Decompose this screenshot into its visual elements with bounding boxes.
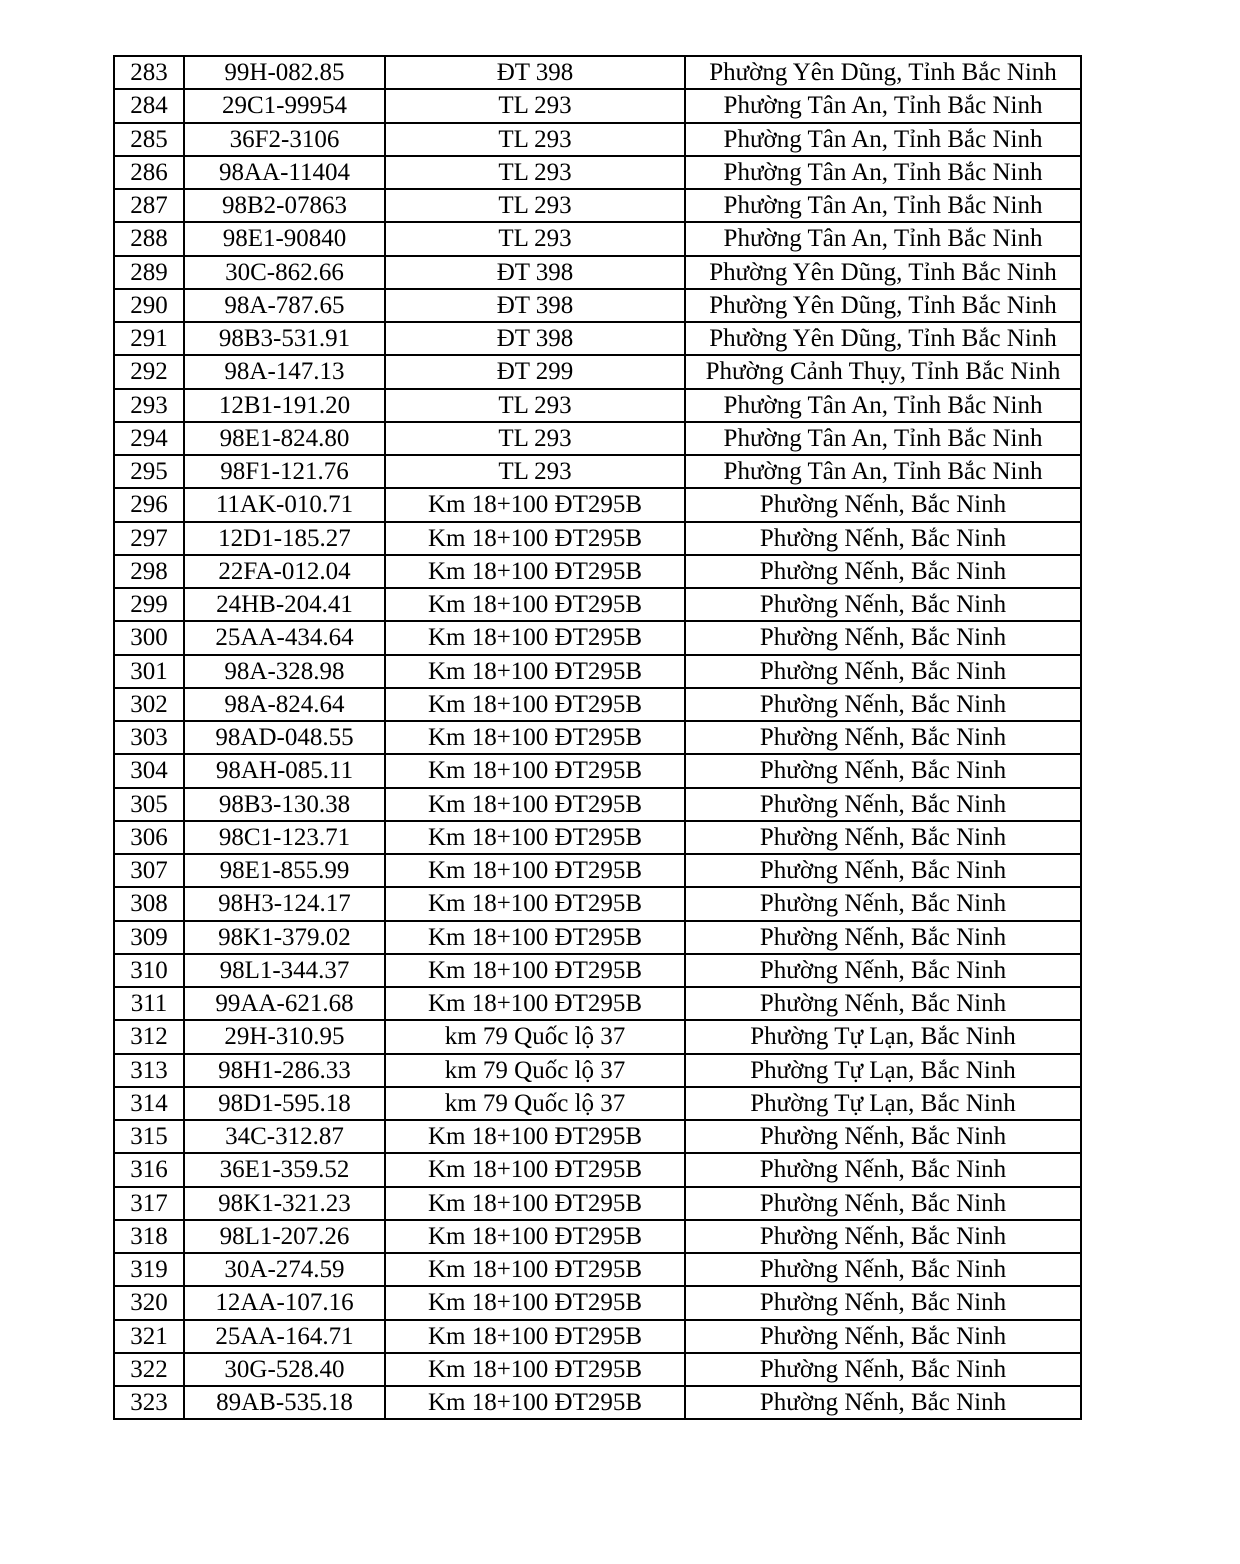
address-cell: Phường Nếnh, Bắc Ninh: [685, 1286, 1081, 1319]
table-row: [114, 588, 1081, 621]
table-row: [114, 1286, 1081, 1319]
table-row: [114, 422, 1081, 455]
table-row: [114, 322, 1081, 355]
table-row: [114, 389, 1081, 422]
violation-table: [113, 55, 1082, 1420]
row-number-cell: 296: [114, 488, 184, 521]
address-cell: Phường Nếnh, Bắc Ninh: [685, 621, 1081, 654]
license-plate-cell: 98K1-379.02: [184, 921, 385, 954]
table-row: [114, 921, 1081, 954]
row-number-cell: 311: [114, 987, 184, 1020]
location-cell: TL 293: [385, 89, 685, 122]
license-plate-cell: 98H3-124.17: [184, 887, 385, 920]
table-row: [114, 887, 1081, 920]
license-plate-cell: 98E1-855.99: [184, 854, 385, 887]
location-cell: km 79 Quốc lộ 37: [385, 1020, 685, 1053]
location-cell: Km 18+100 ĐT295B: [385, 555, 685, 588]
row-number-cell: 322: [114, 1353, 184, 1386]
address-cell: Phường Tự Lạn, Bắc Ninh: [685, 1087, 1081, 1120]
address-cell: Phường Tân An, Tỉnh Bắc Ninh: [685, 422, 1081, 455]
location-cell: Km 18+100 ĐT295B: [385, 688, 685, 721]
license-plate-cell: 98E1-824.80: [184, 422, 385, 455]
row-number-cell: 286: [114, 156, 184, 189]
license-plate-cell: 98B3-531.91: [184, 322, 385, 355]
table-row: [114, 488, 1081, 521]
table-row: [114, 688, 1081, 721]
location-cell: Km 18+100 ĐT295B: [385, 1253, 685, 1286]
table-row: [114, 788, 1081, 821]
table-row: [114, 455, 1081, 488]
location-cell: Km 18+100 ĐT295B: [385, 1320, 685, 1353]
table-row: [114, 555, 1081, 588]
table-row: [114, 621, 1081, 654]
row-number-cell: 317: [114, 1187, 184, 1220]
license-plate-cell: 25AA-164.71: [184, 1320, 385, 1353]
address-cell: Phường Nếnh, Bắc Ninh: [685, 854, 1081, 887]
table-row: [114, 1220, 1081, 1253]
table-row: [114, 954, 1081, 987]
row-number-cell: 321: [114, 1320, 184, 1353]
row-number-cell: 288: [114, 222, 184, 255]
address-cell: Phường Yên Dũng, Tỉnh Bắc Ninh: [685, 289, 1081, 322]
row-number-cell: 299: [114, 588, 184, 621]
license-plate-cell: 98L1-344.37: [184, 954, 385, 987]
row-number-cell: 298: [114, 555, 184, 588]
row-number-cell: 283: [114, 56, 184, 89]
location-cell: ĐT 299: [385, 355, 685, 388]
row-number-cell: 313: [114, 1054, 184, 1087]
table-row: [114, 1253, 1081, 1286]
row-number-cell: 320: [114, 1286, 184, 1319]
location-cell: Km 18+100 ĐT295B: [385, 1220, 685, 1253]
license-plate-cell: 98A-824.64: [184, 688, 385, 721]
address-cell: Phường Cảnh Thụy, Tỉnh Bắc Ninh: [685, 355, 1081, 388]
license-plate-cell: 30G-528.40: [184, 1353, 385, 1386]
location-cell: Km 18+100 ĐT295B: [385, 1353, 685, 1386]
table-row: [114, 721, 1081, 754]
license-plate-cell: 29H-310.95: [184, 1020, 385, 1053]
table-row: [114, 189, 1081, 222]
license-plate-cell: 11AK-010.71: [184, 488, 385, 521]
address-cell: Phường Nếnh, Bắc Ninh: [685, 488, 1081, 521]
row-number-cell: 305: [114, 788, 184, 821]
location-cell: Km 18+100 ĐT295B: [385, 887, 685, 920]
table-row: [114, 1120, 1081, 1153]
location-cell: Km 18+100 ĐT295B: [385, 1120, 685, 1153]
location-cell: TL 293: [385, 222, 685, 255]
row-number-cell: 290: [114, 289, 184, 322]
table-row: [114, 522, 1081, 555]
row-number-cell: 294: [114, 422, 184, 455]
license-plate-cell: 98AH-085.11: [184, 754, 385, 787]
table-row: [114, 289, 1081, 322]
location-cell: Km 18+100 ĐT295B: [385, 788, 685, 821]
address-cell: Phường Tân An, Tỉnh Bắc Ninh: [685, 455, 1081, 488]
table-row: [114, 355, 1081, 388]
table-row: [114, 1353, 1081, 1386]
location-cell: Km 18+100 ĐT295B: [385, 1386, 685, 1419]
location-cell: Km 18+100 ĐT295B: [385, 921, 685, 954]
address-cell: Phường Nếnh, Bắc Ninh: [685, 1220, 1081, 1253]
row-number-cell: 323: [114, 1386, 184, 1419]
address-cell: Phường Nếnh, Bắc Ninh: [685, 754, 1081, 787]
table-row: [114, 655, 1081, 688]
address-cell: Phường Nếnh, Bắc Ninh: [685, 588, 1081, 621]
location-cell: TL 293: [385, 455, 685, 488]
location-cell: ĐT 398: [385, 56, 685, 89]
license-plate-cell: 98D1-595.18: [184, 1087, 385, 1120]
address-cell: Phường Tân An, Tỉnh Bắc Ninh: [685, 222, 1081, 255]
table-row: [114, 1087, 1081, 1120]
location-cell: Km 18+100 ĐT295B: [385, 854, 685, 887]
address-cell: Phường Yên Dũng, Tỉnh Bắc Ninh: [685, 256, 1081, 289]
table-row: [114, 89, 1081, 122]
address-cell: Phường Nếnh, Bắc Ninh: [685, 987, 1081, 1020]
location-cell: TL 293: [385, 156, 685, 189]
license-plate-cell: 98E1-90840: [184, 222, 385, 255]
table-body: [114, 56, 1081, 1419]
location-cell: ĐT 398: [385, 322, 685, 355]
address-cell: Phường Nếnh, Bắc Ninh: [685, 954, 1081, 987]
license-plate-cell: 34C-312.87: [184, 1120, 385, 1153]
row-number-cell: 303: [114, 721, 184, 754]
license-plate-cell: 98H1-286.33: [184, 1054, 385, 1087]
address-cell: Phường Nếnh, Bắc Ninh: [685, 655, 1081, 688]
license-plate-cell: 22FA-012.04: [184, 555, 385, 588]
table-row: [114, 754, 1081, 787]
license-plate-cell: 98L1-207.26: [184, 1220, 385, 1253]
license-plate-cell: 29C1-99954: [184, 89, 385, 122]
license-plate-cell: 98A-328.98: [184, 655, 385, 688]
address-cell: Phường Nếnh, Bắc Ninh: [685, 821, 1081, 854]
address-cell: Phường Nếnh, Bắc Ninh: [685, 887, 1081, 920]
location-cell: Km 18+100 ĐT295B: [385, 621, 685, 654]
row-number-cell: 312: [114, 1020, 184, 1053]
license-plate-cell: 36E1-359.52: [184, 1153, 385, 1186]
location-cell: Km 18+100 ĐT295B: [385, 1187, 685, 1220]
table-row: [114, 1054, 1081, 1087]
address-cell: Phường Tân An, Tỉnh Bắc Ninh: [685, 189, 1081, 222]
row-number-cell: 302: [114, 688, 184, 721]
row-number-cell: 316: [114, 1153, 184, 1186]
table-row: [114, 854, 1081, 887]
address-cell: Phường Nếnh, Bắc Ninh: [685, 1120, 1081, 1153]
row-number-cell: 300: [114, 621, 184, 654]
row-number-cell: 285: [114, 123, 184, 156]
table-row: [114, 1187, 1081, 1220]
address-cell: Phường Tân An, Tỉnh Bắc Ninh: [685, 89, 1081, 122]
location-cell: Km 18+100 ĐT295B: [385, 721, 685, 754]
table-row: [114, 1153, 1081, 1186]
row-number-cell: 309: [114, 921, 184, 954]
address-cell: Phường Nếnh, Bắc Ninh: [685, 1153, 1081, 1186]
row-number-cell: 284: [114, 89, 184, 122]
address-cell: Phường Nếnh, Bắc Ninh: [685, 921, 1081, 954]
row-number-cell: 289: [114, 256, 184, 289]
location-cell: Km 18+100 ĐT295B: [385, 954, 685, 987]
table-row: [114, 1020, 1081, 1053]
row-number-cell: 287: [114, 189, 184, 222]
address-cell: Phường Yên Dũng, Tỉnh Bắc Ninh: [685, 56, 1081, 89]
location-cell: TL 293: [385, 123, 685, 156]
address-cell: Phường Nếnh, Bắc Ninh: [685, 1187, 1081, 1220]
table-row: [114, 56, 1081, 89]
location-cell: Km 18+100 ĐT295B: [385, 655, 685, 688]
row-number-cell: 301: [114, 655, 184, 688]
table-row: [114, 1320, 1081, 1353]
license-plate-cell: 98B2-07863: [184, 189, 385, 222]
location-cell: Km 18+100 ĐT295B: [385, 754, 685, 787]
license-plate-cell: 98A-787.65: [184, 289, 385, 322]
license-plate-cell: 98F1-121.76: [184, 455, 385, 488]
table-row: [114, 156, 1081, 189]
location-cell: Km 18+100 ĐT295B: [385, 522, 685, 555]
license-plate-cell: 98AA-11404: [184, 156, 385, 189]
location-cell: km 79 Quốc lộ 37: [385, 1054, 685, 1087]
address-cell: Phường Yên Dũng, Tỉnh Bắc Ninh: [685, 322, 1081, 355]
location-cell: ĐT 398: [385, 289, 685, 322]
license-plate-cell: 99H-082.85: [184, 56, 385, 89]
location-cell: ĐT 398: [385, 256, 685, 289]
location-cell: Km 18+100 ĐT295B: [385, 488, 685, 521]
address-cell: Phường Nếnh, Bắc Ninh: [685, 1353, 1081, 1386]
address-cell: Phường Nếnh, Bắc Ninh: [685, 1253, 1081, 1286]
row-number-cell: 314: [114, 1087, 184, 1120]
row-number-cell: 307: [114, 854, 184, 887]
license-plate-cell: 98C1-123.71: [184, 821, 385, 854]
location-cell: Km 18+100 ĐT295B: [385, 987, 685, 1020]
row-number-cell: 306: [114, 821, 184, 854]
address-cell: Phường Tự Lạn, Bắc Ninh: [685, 1020, 1081, 1053]
location-cell: TL 293: [385, 189, 685, 222]
license-plate-cell: 25AA-434.64: [184, 621, 385, 654]
location-cell: Km 18+100 ĐT295B: [385, 588, 685, 621]
location-cell: Km 18+100 ĐT295B: [385, 821, 685, 854]
row-number-cell: 318: [114, 1220, 184, 1253]
location-cell: TL 293: [385, 422, 685, 455]
license-plate-cell: 30A-274.59: [184, 1253, 385, 1286]
address-cell: Phường Nếnh, Bắc Ninh: [685, 688, 1081, 721]
row-number-cell: 291: [114, 322, 184, 355]
location-cell: TL 293: [385, 389, 685, 422]
row-number-cell: 292: [114, 355, 184, 388]
location-cell: km 79 Quốc lộ 37: [385, 1087, 685, 1120]
table-row: [114, 1386, 1081, 1419]
row-number-cell: 315: [114, 1120, 184, 1153]
row-number-cell: 304: [114, 754, 184, 787]
address-cell: Phường Nếnh, Bắc Ninh: [685, 522, 1081, 555]
license-plate-cell: 98AD-048.55: [184, 721, 385, 754]
row-number-cell: 319: [114, 1253, 184, 1286]
location-cell: Km 18+100 ĐT295B: [385, 1286, 685, 1319]
address-cell: Phường Nếnh, Bắc Ninh: [685, 1320, 1081, 1353]
row-number-cell: 308: [114, 887, 184, 920]
license-plate-cell: 12D1-185.27: [184, 522, 385, 555]
address-cell: Phường Nếnh, Bắc Ninh: [685, 555, 1081, 588]
table-row: [114, 256, 1081, 289]
location-cell: Km 18+100 ĐT295B: [385, 1153, 685, 1186]
row-number-cell: 295: [114, 455, 184, 488]
license-plate-cell: 36F2-3106: [184, 123, 385, 156]
address-cell: Phường Tự Lạn, Bắc Ninh: [685, 1054, 1081, 1087]
address-cell: Phường Tân An, Tỉnh Bắc Ninh: [685, 389, 1081, 422]
address-cell: Phường Tân An, Tỉnh Bắc Ninh: [685, 156, 1081, 189]
table-row: [114, 222, 1081, 255]
license-plate-cell: 98A-147.13: [184, 355, 385, 388]
license-plate-cell: 98K1-321.23: [184, 1187, 385, 1220]
license-plate-cell: 89AB-535.18: [184, 1386, 385, 1419]
address-cell: Phường Nếnh, Bắc Ninh: [685, 1386, 1081, 1419]
row-number-cell: 297: [114, 522, 184, 555]
license-plate-cell: 98B3-130.38: [184, 788, 385, 821]
license-plate-cell: 12B1-191.20: [184, 389, 385, 422]
table-row: [114, 123, 1081, 156]
license-plate-cell: 99AA-621.68: [184, 987, 385, 1020]
license-plate-cell: 30C-862.66: [184, 256, 385, 289]
row-number-cell: 310: [114, 954, 184, 987]
address-cell: Phường Nếnh, Bắc Ninh: [685, 721, 1081, 754]
address-cell: Phường Nếnh, Bắc Ninh: [685, 788, 1081, 821]
address-cell: Phường Tân An, Tỉnh Bắc Ninh: [685, 123, 1081, 156]
row-number-cell: 293: [114, 389, 184, 422]
table-row: [114, 987, 1081, 1020]
license-plate-cell: 24HB-204.41: [184, 588, 385, 621]
table-row: [114, 821, 1081, 854]
license-plate-cell: 12AA-107.16: [184, 1286, 385, 1319]
